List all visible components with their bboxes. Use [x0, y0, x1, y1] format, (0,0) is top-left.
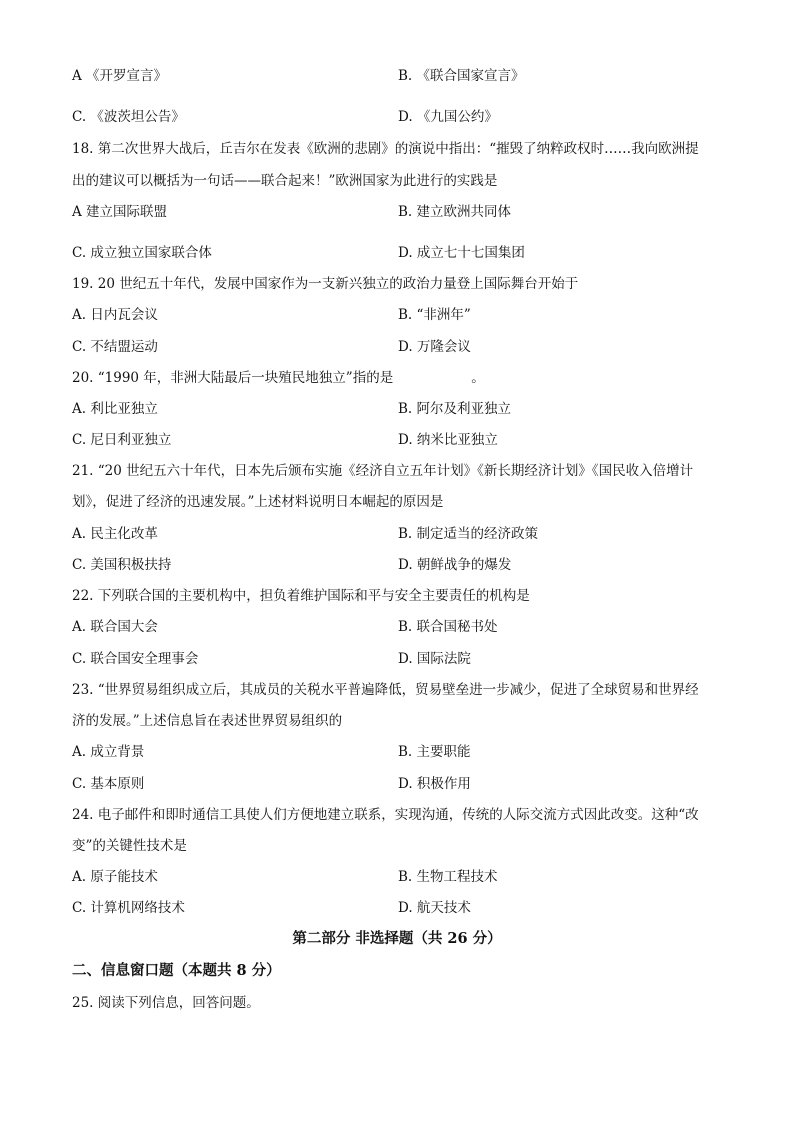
q24-stem-line2: 变”的关键性技术是: [72, 838, 187, 854]
q17-option-c: C. 《波茨坦公告》: [72, 109, 185, 125]
q19-option-b: B. “非洲年”: [398, 307, 471, 323]
q21-stem-line2: 划》，促进了经济的迅速发展。”上述材料说明日本崛起的原因是: [72, 494, 444, 510]
q18-stem-line2: 出的建议可以概括为一句话——联合起来！”欧洲国家为此进行的实践是: [72, 173, 498, 189]
q24-option-d: D. 航天技术: [398, 900, 471, 916]
q21-stem-line1: 21. “20 世纪五六十年代，日本先后颁布实施《经济自立五年计划》《新长期经济计划》《国民收入倍增计: [72, 463, 694, 479]
q17-option-d: D. 《九国公约》: [398, 109, 498, 125]
q25-stem: 25. 阅读下列信息，回答问题。: [72, 995, 260, 1011]
q22-option-a: A. 联合国大会: [72, 619, 158, 635]
q18-option-a: A 建立国际联盟: [72, 204, 168, 220]
q17-option-a: A 《开罗宣言》: [72, 68, 168, 84]
q22-option-c: C. 联合国安全理事会: [72, 651, 199, 667]
q22-stem: 22. 下列联合国的主要机构中，担负着维护国际和平与安全主要责任的机构是: [72, 588, 530, 604]
q18-option-d: D. 成立七十七国集团: [398, 245, 525, 261]
q24-stem-line1: 24. 电子邮件和即时通信工具使人们方便地建立联系，实现沟通，传统的人际交流方式因此改变。这种“改: [72, 807, 699, 823]
q21-option-b: B. 制定适当的经济政策: [398, 526, 539, 542]
q24-option-a: A. 原子能技术: [72, 869, 158, 885]
q20-option-a: A. 利比亚独立: [72, 401, 158, 417]
q22-option-b: B. 联合国秘书处: [398, 619, 498, 635]
q18-stem-line1: 18. 第二次世界大战后，丘吉尔在发表《欧洲的悲剧》的演说中指出：“摧毁了纳粹政权时……我向欧洲提: [72, 141, 699, 157]
q18-option-c: C. 成立独立国家联合体: [72, 245, 212, 261]
section-heading: 二、信息窗口题（本题共 8 分）: [72, 962, 281, 979]
q20-option-c: C. 尼日利亚独立: [72, 432, 172, 448]
q23-option-b: B. 主要职能: [398, 744, 471, 760]
q19-option-d: D. 万隆会议: [398, 339, 471, 355]
q17-option-b: B. 《联合国家宣言》: [398, 68, 525, 84]
q19-option-c: C. 不结盟运动: [72, 339, 158, 355]
q20-stem: [72, 369, 485, 387]
q24-option-c: C. 计算机网络技术: [72, 900, 185, 916]
q22-option-d: D. 国际法院: [398, 651, 471, 667]
q18-option-b: B. 建立欧洲共同体: [398, 204, 512, 220]
q21-option-c: C. 美国积极扶持: [72, 557, 172, 573]
q20-stem-end: 。: [471, 370, 485, 386]
q23-option-a: A. 成立背景: [72, 744, 145, 760]
q20-option-d: D. 纳米比亚独立: [398, 432, 498, 448]
q20-option-b: B. 阿尔及利亚独立: [398, 401, 512, 417]
q23-option-c: C. 基本原则: [72, 776, 145, 792]
q19-option-a: A. 日内瓦会议: [72, 307, 158, 323]
q23-stem-line2: 济的发展。”上述信息旨在表述世界贸易组织的: [72, 713, 343, 729]
q20-stem-text: 20. “1990 年，非洲大陆最后一块殖民地独立”指的是: [72, 370, 394, 386]
q19-stem: 19. 20 世纪五十年代，发展中国家作为一支新兴独立的政治力量登上国际舞台开始于: [72, 276, 579, 292]
q23-stem-line1: 23. “世界贸易组织成立后，其成员的关税水平普遍降低，贸易壁垒进一步减少，促进了全球贸易和世界经: [72, 682, 699, 698]
q21-option-a: A. 民主化改革: [72, 526, 158, 542]
q23-option-d: D. 积极作用: [398, 776, 471, 792]
q21-option-d: D. 朝鲜战争的爆发: [398, 557, 512, 573]
q24-option-b: B. 生物工程技术: [398, 869, 498, 885]
part-two-heading: 第二部分 非选择题（共 26 分）: [292, 930, 502, 947]
